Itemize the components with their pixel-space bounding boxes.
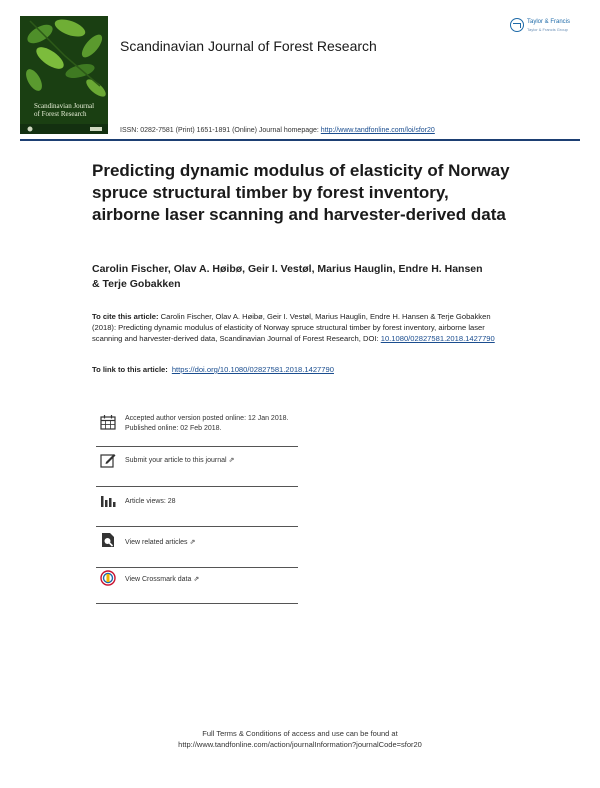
- calendar-icon: [100, 414, 116, 430]
- journal-homepage-link[interactable]: http://www.tandfonline.com/loi/sfor20: [320, 127, 435, 134]
- cover-title: Scandinavian Journal of Forest Research: [34, 102, 95, 118]
- journal-cover: [20, 16, 108, 134]
- citation-doi-link[interactable]: 10.1080/02827581.2018.1427790: [380, 334, 495, 343]
- issn-line: [120, 127, 435, 134]
- related-articles-link[interactable]: View related articles: [125, 539, 188, 546]
- edit-icon: [100, 452, 116, 468]
- article-info-panel: [96, 410, 298, 612]
- article-title: Predicting dynamic modulus of elasticity of Norway spruce structural timber by forest inventory, airborne laser scanning and harvester-derived data: [92, 161, 510, 224]
- publisher-logo: [510, 16, 580, 38]
- info-divider: [96, 526, 298, 527]
- crossmark-icon: [100, 570, 116, 586]
- citation-block: [92, 311, 502, 344]
- terms-footer: [0, 728, 600, 750]
- article-views-row: [96, 494, 298, 534]
- published-date: Published online: 02 Feb 2018.: [125, 424, 222, 432]
- external-link-icon: ⇗: [193, 576, 200, 583]
- terms-text: Full Terms & Conditions of access and use can be found at: [202, 729, 398, 738]
- info-divider: [96, 446, 298, 447]
- issn-text: ISSN: 0282-7581 (Print) 1651-1891 (Online) Journal homepage:: [120, 127, 321, 134]
- publisher-name: Taylor & Francis: [527, 19, 571, 25]
- submit-article-link[interactable]: Submit your article to this journal: [125, 457, 227, 464]
- publication-dates: [96, 410, 298, 454]
- info-divider: [96, 486, 298, 487]
- external-link-icon: ⇗: [189, 539, 196, 546]
- search-document-icon: [100, 532, 116, 548]
- publisher-subtitle: Taylor & Francis Group: [527, 27, 568, 32]
- header-divider: [20, 139, 580, 141]
- crossmark-row[interactable]: [96, 572, 298, 612]
- article-views: Article views: 28: [125, 498, 176, 505]
- info-divider: [96, 567, 298, 568]
- article-link-label: To link to this article:: [92, 365, 168, 374]
- publisher-logo-icon: [510, 18, 524, 32]
- crossmark-link[interactable]: View Crossmark data: [125, 576, 192, 583]
- article-link-block: [92, 364, 502, 375]
- citation-label: To cite this article:: [92, 312, 159, 321]
- article-doi-link[interactable]: https://doi.org/10.1080/02827581.2018.1427790: [171, 365, 334, 374]
- citation-text: Carolin Fischer, Olav A. Høibø, Geir I. Vestøl, Marius Hauglin, Endre H. Hansen & Terje Gobakken (2018): Predicting dynamic modulus of elasticity of Norway spruce structural timber by forest inventory, airborne laser scanning and harvester-derived data, Scandinavian Journal of Forest Research, DOI:: [92, 312, 491, 343]
- info-divider: [96, 603, 298, 604]
- journal-name: Scandinavian Journal of Forest Research: [120, 38, 377, 54]
- terms-link[interactable]: http://www.tandfonline.com/action/journalInformation?journalCode=sfor20: [178, 740, 422, 749]
- bar-chart-icon: [100, 492, 116, 508]
- accepted-date: Accepted author version posted online: 12 Jan 2018.: [125, 415, 289, 422]
- external-link-icon: ⇗: [228, 457, 235, 464]
- related-articles-row[interactable]: [96, 534, 298, 572]
- article-authors: Carolin Fischer, Olav A. Høibø, Geir I. Vestøl, Marius Hauglin, Endre H. Hansen & Terje Gobakken: [92, 263, 483, 290]
- submit-article-row[interactable]: [96, 454, 298, 494]
